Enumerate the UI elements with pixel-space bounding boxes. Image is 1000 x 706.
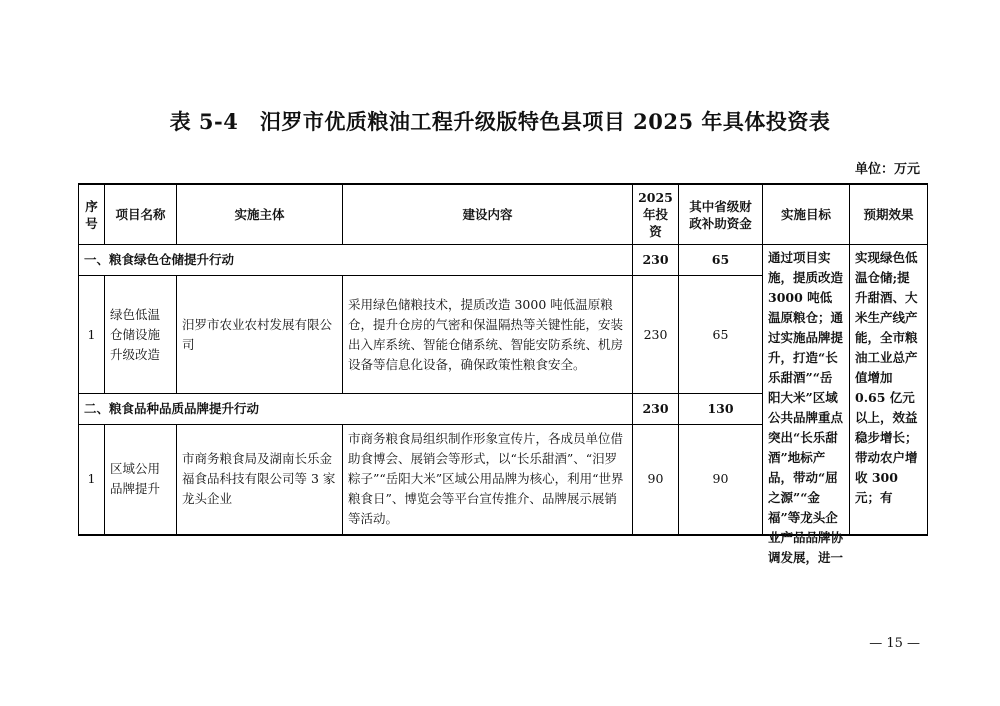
header-seq: 序号 [79, 184, 105, 245]
section-row [79, 245, 928, 276]
row-invest: 230 [633, 276, 679, 394]
section-invest: 230 [633, 394, 679, 425]
section-subsidy: 65 [679, 245, 763, 276]
unit-label: 单位：万元 [854, 162, 920, 177]
header-invest: 2025年投资 [633, 184, 679, 245]
section-label: 一、粮食绿色仓储提升行动 [79, 245, 633, 276]
row-name: 区域公用品牌提升 [105, 425, 177, 535]
row-content: 采用绿色储粮技术，提质改造 3000 吨低温原粮仓，提升仓房的气密和保温隔热等关键性能，安装出入库系统、智能仓储系统、智能安防系统、机房设备等信息化设备，确保政策性粮食安全。 [343, 276, 633, 394]
header-name: 项目名称 [105, 184, 177, 245]
header-entity: 实施主体 [177, 184, 343, 245]
row-subsidy: 90 [679, 425, 763, 535]
header-target: 实施目标 [763, 184, 850, 245]
row-content: 市商务粮食局组织制作形象宣传片，各成员单位借助食博会、展销会等形式，以“长乐甜酒”、“汨罗粽子”“岳阳大米”区域公用品牌为核心，利用“世界粮食日”、博览会等平台宣传推介、品牌展示展销等活动。 [343, 425, 633, 535]
header-subsidy: 其中省级财政补助资金 [679, 184, 763, 245]
page-title: 表 5-4 汨罗市优质粮油工程升级版特色县项目 2025 年具体投资表 [169, 109, 831, 134]
effect-text: 实现绿色低温仓储;提升甜酒、大米生产线产能，全市粮油工业总产值增加 0.65 亿元以上，效益稳步增长；带动农户增收 300 元；有 [855, 250, 918, 505]
section-invest: 230 [633, 245, 679, 276]
target-text: 通过项目实施，提质改造 3000 吨低温原粮仓；通过实施品牌提升，打造“长乐甜酒”“岳阳大米”区域公共品牌重点突出“长乐甜酒”地标产品，带动“屈之源”“金福”等龙头企业产品品牌协调发展，进一 [768, 250, 844, 565]
row-entity: 市商务粮食局及湖南长乐金福食品科技有限公司等 3 家龙头企业 [177, 425, 343, 535]
page-number: — 15 — [869, 636, 920, 651]
row-seq: 1 [79, 276, 105, 394]
row-name: 绿色低温仓储设施升级改造 [105, 276, 177, 394]
header-effect: 预期效果 [850, 184, 928, 245]
section-label: 二、粮食品种品质品牌提升行动 [79, 394, 633, 425]
row-invest: 90 [633, 425, 679, 535]
header-content: 建设内容 [343, 184, 633, 245]
row-seq: 1 [79, 425, 105, 535]
investment-table [78, 183, 928, 565]
table-header-row [79, 184, 928, 245]
effect-cell [850, 245, 928, 535]
row-subsidy: 65 [679, 276, 763, 394]
row-entity: 汨罗市农业农村发展有限公司 [177, 276, 343, 394]
section-subsidy: 130 [679, 394, 763, 425]
target-cell [763, 245, 850, 565]
